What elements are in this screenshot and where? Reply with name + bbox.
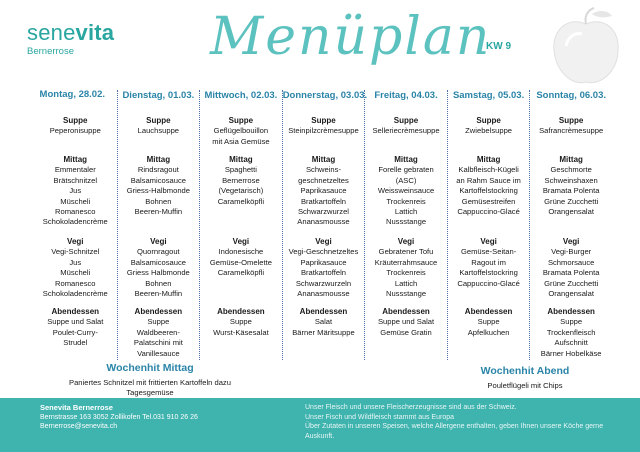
menu-item: Gemüse-Omelette [209, 257, 272, 267]
brand-logo [27, 22, 147, 62]
menu-item: Schokoladencrème [42, 217, 108, 227]
menu-item: Bramata Polenta [542, 268, 600, 278]
footer-note: Unser Fleisch und unsere Fleischerzeugnisse sind aus der Schweiz. [305, 404, 517, 411]
menu-item: Schokoladencrème [42, 289, 108, 299]
menu-item: Brätschnitzel [53, 175, 98, 185]
menu-item: Bärner Märitsuppe [292, 327, 355, 337]
menu-section-abend [118, 307, 200, 359]
menu-section-suppe [283, 116, 365, 137]
menu-item: Paprikasauce [300, 257, 347, 267]
day-header: Freitag, 04.03. [374, 90, 438, 101]
footer-name: Senevita Bernerrose [40, 403, 113, 412]
menu-item: Steinpilzcrèmesuppe [288, 126, 359, 136]
menu-item: Indonesische [218, 247, 264, 257]
section-heading: Abendessen [299, 307, 348, 316]
menu-item: Aufschnitt [554, 338, 588, 348]
menu-item: Balsamicosauce [130, 257, 186, 267]
menu-item: Gemüse-Seitan- [460, 247, 517, 257]
section-heading: Mittag [146, 155, 171, 164]
footer-email[interactable]: Bernerrose@senevita.ch [40, 423, 118, 430]
menu-item: Wurst-Käsesalat [213, 327, 269, 337]
menu-item: Balsamicosauce [130, 175, 186, 185]
menu-section-abend [34, 307, 117, 349]
menu-item: Peperonisuppe [49, 126, 101, 136]
menu-item: Kräuterrahmsauce [374, 257, 438, 267]
section-heading: Suppe [393, 116, 419, 125]
menu-item: Kalbfleisch-Kügeli [458, 165, 519, 175]
menu-item: Lauchsuppe [137, 126, 180, 136]
day-column [447, 90, 530, 360]
menu-item: Orangensalat [548, 207, 594, 217]
menu-item: Gemüse Gratin [380, 327, 432, 337]
menu-item: geschnetzeltes [298, 175, 349, 185]
section-heading: Suppe [63, 116, 88, 125]
section-heading: Mittag [476, 155, 501, 164]
menu-item: Schweinshaxen [544, 175, 598, 185]
menu-section-vegi [448, 237, 530, 289]
section-heading: Vegi [232, 237, 250, 246]
menu-item: Kartoffelstockring [459, 186, 518, 196]
section-heading: Suppe [228, 116, 254, 125]
menu-item: Grüne Zucchetti [544, 278, 599, 288]
menu-item: Bohnen [145, 196, 172, 206]
section-heading: Suppe [146, 116, 171, 125]
section-heading: Mittag [559, 155, 583, 164]
menu-item: Rindsragout [137, 165, 179, 175]
menu-section-abend [283, 307, 365, 338]
apple-sketch-icon [548, 6, 624, 90]
menu-item: Trockenfleisch [546, 327, 596, 337]
section-heading: Vegi [562, 237, 580, 246]
section-heading: Mittag [394, 155, 418, 164]
day-header: Montag, 28.02. [39, 89, 106, 100]
menu-item: Beeren-Muffin [134, 207, 183, 217]
section-heading: Mittag [311, 155, 336, 164]
brand-name [27, 22, 147, 44]
menu-item: Romanesco [55, 207, 96, 217]
menu-item: Jus [69, 257, 82, 267]
menu-item: Waldbeeren- [136, 327, 180, 337]
menu-item: Lattich [394, 207, 418, 217]
menu-item: Ananasmousse [297, 289, 350, 299]
day-column [364, 90, 447, 360]
menu-section-vegi [34, 237, 117, 299]
weekly-hit-dinner-title: Wochenhit Abend [480, 365, 570, 377]
menu-item: Griess Halbmonde [126, 268, 190, 278]
menu-item: Apfelkuchen [467, 327, 510, 337]
menu-section-abend [448, 307, 530, 338]
menu-item: Trockenreis [386, 196, 426, 206]
menu-item: Suppe [147, 317, 170, 327]
menu-item: Palatschini mit [133, 338, 183, 348]
menu-item: Schmorsauce [547, 257, 595, 267]
menu-item: Bramata Polenta [542, 186, 600, 196]
day-column [199, 90, 282, 360]
menu-section-vegi [283, 237, 365, 299]
menu-item: Jus [69, 186, 82, 196]
menu-item: Safrancrèmesuppe [539, 126, 604, 136]
menu-item: Caramelköpfli [217, 196, 265, 206]
menu-item: Strudel [63, 338, 88, 348]
section-heading: Vegi [315, 237, 332, 246]
menu-section-mittag [118, 155, 200, 217]
menu-item: Trockenreis [386, 268, 426, 278]
weekly-hit-dinner-line: Pouletflügeli mit Chips [487, 381, 563, 390]
footer-note: Über Zutaten in unseren Speisen, welche Allergene enthalten, geben Ihnen unsere Köche gerne [305, 423, 604, 430]
menu-item: Nussstange [385, 289, 427, 299]
footer-contact [40, 403, 280, 432]
menu-section-vegi [530, 237, 612, 299]
menu-item: Ragout im [471, 257, 506, 267]
section-heading: Vegi [397, 237, 415, 246]
menu-item: an Rahm Sauce im [456, 175, 521, 185]
menu-item: (Vegetarisch) [218, 186, 264, 196]
menu-item: Bohnen [145, 278, 172, 288]
menu-item: Lattich [394, 278, 418, 288]
menu-item: Grüne Zucchetti [544, 196, 599, 206]
menu-section-vegi [365, 237, 447, 299]
menu-item: Gebratener Tofu [378, 247, 434, 257]
footer-notes [305, 403, 620, 441]
footer [0, 398, 640, 452]
menu-item: Beeren-Muffin [134, 289, 183, 299]
menu-section-mittag [200, 155, 282, 207]
section-heading: Abendessen [134, 307, 183, 316]
footer-address: Bernstrasse 163 3052 Zollikofen Tel.031 910 26 26 [40, 413, 198, 421]
section-heading: Abendessen [51, 307, 100, 316]
menu-item: Schwarzwurzel [297, 207, 349, 217]
menu-item: Bärner Hobelkäse [540, 348, 602, 358]
weekly-hit-lunch-title: Wochenhit Mittag [106, 362, 194, 374]
day-header: Donnerstag, 03.03. [282, 90, 368, 101]
day-column [34, 90, 117, 360]
section-heading: Suppe [558, 116, 584, 125]
weekly-hit-lunch-line: Tagesgemüse [126, 388, 174, 397]
brand-name-bold: vita [75, 20, 115, 45]
section-heading: Abendessen [464, 307, 513, 316]
menu-item: Bratkartoffeln [300, 268, 346, 278]
menu-item: Ananasmousse [297, 217, 350, 227]
menu-item: Cappuccino-Glacé [457, 207, 520, 217]
menu-item: Bernerrose [222, 175, 260, 185]
menu-section-mittag [448, 155, 530, 217]
day-header: Sonntag, 06.03. [536, 90, 606, 101]
section-heading: Vegi [480, 237, 497, 246]
day-column [529, 90, 612, 360]
menu-item: Suppe [229, 317, 252, 327]
day-header: Mittwoch, 02.03. [204, 90, 278, 101]
menu-item: (ASC) [395, 175, 417, 185]
day-column [117, 90, 200, 360]
brand-name-light: sene [27, 20, 76, 45]
footer-note: Auskunft. [305, 432, 335, 440]
menu-section-abend [200, 307, 282, 338]
menu-item: Geschmorte [550, 165, 592, 175]
section-heading: Vegi [67, 237, 84, 246]
menu-item: Vegi-Burger [551, 247, 592, 257]
section-heading: Abendessen [217, 307, 265, 316]
menu-item: Schweins- [305, 165, 341, 175]
day-header: Samstag, 05.03. [452, 90, 525, 101]
weekly-hit-lunch-line: Paniertes Schnitzel mit frittierten Kartoffeln dazu [69, 378, 231, 387]
day-header: Dienstag, 01.03. [122, 90, 195, 101]
menu-columns [34, 90, 612, 360]
section-heading: Mittag [229, 155, 253, 164]
menu-item: Forelle gebraten [378, 165, 434, 175]
menu-item: Quornragout [137, 247, 180, 257]
section-heading: Mittag [63, 155, 88, 164]
menu-section-suppe [365, 116, 447, 137]
menu-item: Suppe und Salat [47, 317, 104, 327]
menu-section-suppe [448, 116, 530, 137]
menu-section-abend [365, 307, 447, 338]
page-title: Menüplan [210, 7, 492, 67]
menu-item: Griess-Halbmonde [126, 186, 190, 196]
menu-item: Zwiebelsuppe [465, 126, 513, 136]
menu-item: Müscheli [60, 196, 91, 206]
menu-section-mittag [283, 155, 365, 228]
week-label: KW 9 [486, 41, 511, 52]
menu-section-suppe [118, 116, 200, 137]
section-heading: Suppe [311, 116, 336, 125]
menu-item: Kartoffelstockring [459, 268, 518, 278]
menu-section-abend [530, 307, 612, 359]
section-heading: Abendessen [547, 307, 595, 316]
menu-item: Müscheli [60, 268, 91, 278]
day-column [282, 90, 368, 360]
footer-note: Unser Fisch und Wildfleisch stammt aus Europa [305, 413, 454, 421]
menu-item: Romanesco [55, 278, 96, 288]
menu-item: Selleriecrèmesuppe [372, 126, 440, 136]
menu-item: Suppe [477, 317, 500, 327]
menu-section-vegi [200, 237, 282, 279]
menu-item: Bratkartoffeln [300, 196, 346, 206]
menu-item: Vanillesauce [137, 348, 180, 358]
menu-item: Suppe [560, 317, 583, 327]
menu-item: Nussstange [385, 217, 427, 227]
menu-item: Weissweinsauce [377, 186, 435, 196]
menu-item: Salat [314, 317, 333, 327]
menu-section-mittag [530, 155, 612, 217]
menu-item: Orangensalat [548, 289, 594, 299]
menu-section-suppe [200, 116, 282, 147]
menu-item: Poulet-Curry- [52, 327, 98, 337]
menu-item: Suppe und Salat [377, 317, 435, 327]
section-heading: Vegi [150, 237, 167, 246]
menu-section-vegi [118, 237, 200, 299]
menu-item: Schwarzwurzeln [295, 278, 352, 288]
menu-item: Caramelköpfli [217, 268, 265, 278]
menu-item: Vegi-Schnitzel [51, 247, 100, 257]
section-heading: Suppe [476, 116, 501, 125]
menu-item: Paprikasauce [300, 186, 347, 196]
menu-item: mit Asia Gemüse [212, 136, 270, 146]
menu-item: Cappuccino-Glacé [457, 278, 520, 288]
menu-section-mittag [34, 155, 117, 228]
menu-section-mittag [365, 155, 447, 228]
menu-item: Vegi-Geschnetzeltes [288, 247, 359, 257]
menu-item: Geflügelbouillon [213, 126, 269, 136]
menu-item: Spaghetti [224, 165, 257, 175]
menu-section-suppe [530, 116, 612, 137]
menu-item: Gemüsestreifen [461, 196, 516, 206]
menu-item: Emmentaler [54, 165, 96, 175]
section-heading: Abendessen [382, 307, 430, 316]
menu-section-suppe [34, 116, 117, 137]
brand-location: Bernerrose [27, 46, 74, 57]
